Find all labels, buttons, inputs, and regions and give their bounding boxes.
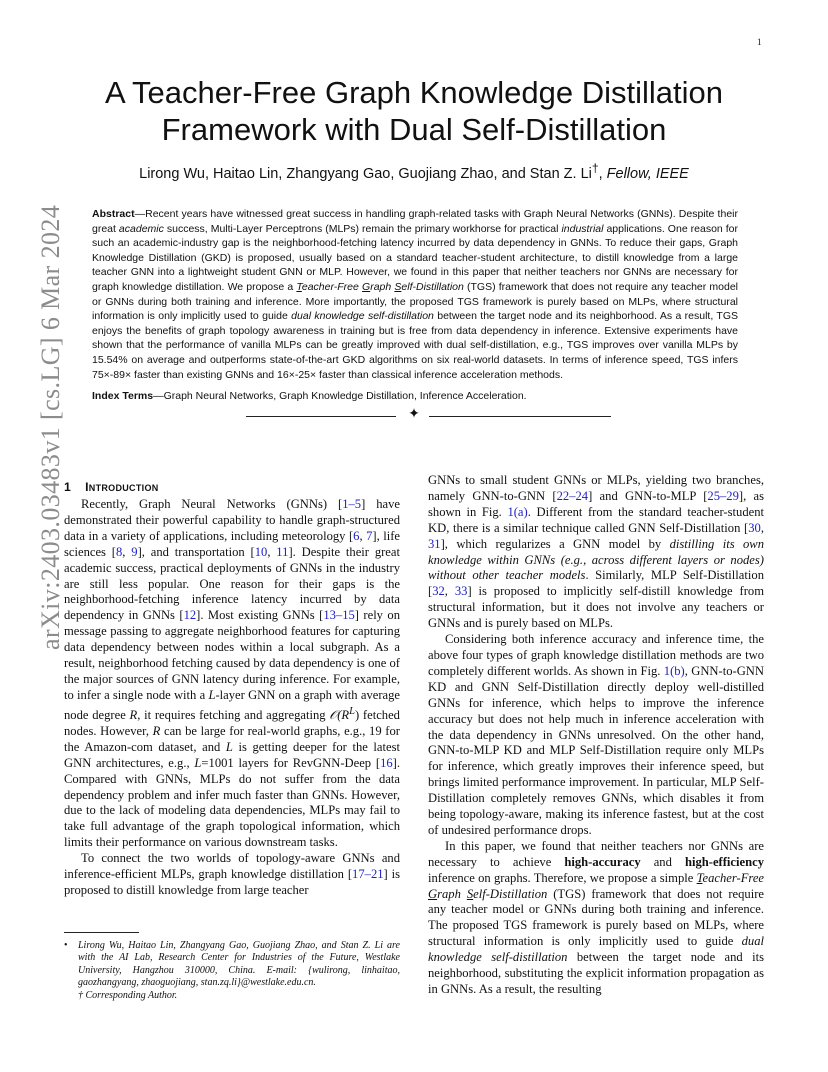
text: ] have demonstrated their powerful capability to handle graph-structured data in a variety of applications, including meteorology [: [64, 497, 400, 543]
figure-link[interactable]: 1(b): [663, 663, 685, 678]
page-number: 1: [757, 37, 762, 47]
text: can be large for real-world graphs, e.g., 19 for the Amazon-com dataset, and: [64, 723, 400, 754]
text: ,: [267, 544, 277, 559]
author-fellow-title: Fellow, IEEE: [606, 165, 689, 182]
section-title: Introduction: [85, 480, 159, 494]
citation-link[interactable]: 12: [183, 608, 197, 623]
footnote-rule: [64, 932, 139, 933]
text: ], life sciences [: [64, 528, 401, 559]
tgs-letter: T: [696, 870, 703, 885]
emphasis: distilling its own knowledge within GNNs (e.g., across different layers or nodes) without other teacher models: [428, 536, 764, 583]
text: ,: [359, 528, 367, 543]
citation-link[interactable]: 11: [276, 544, 289, 559]
citation-link[interactable]: 9: [131, 544, 138, 559]
abstract-text: success, Multi-Layer Perceptrons (MLPs) remain the primary workhorse for practical: [163, 222, 562, 235]
citation-link[interactable]: 13–15: [323, 608, 355, 623]
footnote-corresponding-author: † Corresponding Author.: [78, 989, 178, 1001]
emphasis: dual knowledge self-distillation: [428, 934, 764, 965]
citation-link[interactable]: 7: [366, 528, 373, 543]
citation-link[interactable]: 31: [428, 536, 441, 551]
index-terms: [92, 389, 738, 404]
text: is getting deeper for the latest GNN architectures, e.g.,: [64, 739, 400, 770]
text: Recently, Graph Neural Networks (GNNs) [: [81, 497, 343, 511]
abstract-emphasis: dual knowledge self-distillation: [291, 310, 434, 323]
right-column: [428, 473, 764, 998]
text: ]. Despite their great academic success, practical deployments of GNNs in the industry are still less popular. One reason for their gaps is the neighborhood-fetching inference latency incurred by data dependency in GNNs [: [64, 544, 400, 623]
text: ]. Most existing GNNs [: [196, 608, 324, 623]
citation-link[interactable]: 32: [432, 584, 445, 599]
section-heading: [64, 480, 159, 494]
text: , it requires fetching and aggregating: [137, 707, 330, 722]
footnote-affiliation: [64, 940, 400, 990]
citation-link[interactable]: 8: [115, 544, 123, 559]
citation-link[interactable]: 25–29: [707, 488, 739, 503]
abstract-text: between the target node and its neighborhood. As a result, TGS enjoys the benefits of graph topology awareness in training but is free from data dependency in inference. Extensive experiments have shown that the performance of vanilla MLPs can be greatly improved with dual self-distillation, e.g., TGS improves over vanilla MLPs by 15.54% on average and outperforms state-of-the-art GKD algorithms on six real-world datasets. In terms of inference speed, TGS infers 75×-89× faster than existing GNNs and 16×-25× faster than classical inference acceleration methods.: [92, 310, 738, 381]
text: ] is proposed to distill knowledge from large teacher: [64, 867, 400, 897]
text: Considering both inference accuracy and inference time, the above four types of graph knowledge distillation methods are two completely different worlds. As shown in Fig.: [428, 632, 764, 678]
text: ] rely on message passing to aggregate neighborhood features for capturing data dependency between nodes within a local subgraph. As a result, neighborhood fetching caused by data dependency is one of the major sources of GNN latency during inference. For example, to infer a single node with a: [64, 608, 400, 702]
section-number: 1: [64, 480, 72, 494]
citation-link[interactable]: 30: [748, 520, 761, 535]
math-superscript: L: [349, 705, 355, 717]
text: ,: [122, 544, 132, 559]
text: between the target node and its neighborhood, substituting the explicit information propagation as in GNNs. As a result, the resulting: [428, 950, 764, 996]
text: ] and GNN-to-MLP [: [588, 488, 708, 503]
text: ], and transportation [: [137, 544, 255, 559]
tgs-part: elf-Distillation: [473, 886, 548, 901]
text: ,: [444, 584, 455, 599]
title-line-1: A Teacher-Free Graph Knowledge Distillation: [104, 75, 724, 110]
intro-paragraph-2: [64, 851, 400, 899]
abstract-tgs-letter: T: [296, 280, 302, 293]
tgs-part: eacher-Free: [702, 870, 764, 885]
tgs-letter: G: [428, 886, 438, 901]
arxiv-identifier-stamp: arXiv:2403.03483v1 [cs.LG] 6 Mar 2024: [36, 204, 65, 650]
math-symbol: L: [194, 755, 202, 770]
abstract-text: (TGS) framework that does not require any teacher model or GNNs during both training and inference. More importantly, the proposed TGS framework is purely based on MLPs, where structural information is only implicitly used to guide: [92, 280, 738, 323]
abstract-emphasis: industrial: [561, 222, 604, 235]
text: ] is proposed to implicitly self-distill knowledge from structural information, but it does not involve any teachers or GNNs and is purely based on MLPs.: [428, 584, 764, 631]
text: To connect the two worlds of topology-aware GNNs and inference-efficient MLPs, graph knowledge distillation [: [64, 851, 400, 882]
tgs-letter: S: [466, 886, 474, 901]
intro-paragraph-4: [428, 839, 764, 998]
text: In this paper, we found that neither teachers nor GNNs are necessary to achieve: [428, 838, 764, 869]
math-symbol: ): [354, 707, 360, 722]
abstract-tgs-letter: G: [362, 280, 371, 293]
intro-paragraph-3: [428, 632, 764, 839]
citation-link[interactable]: 1–5: [342, 497, 362, 511]
divider-left-rule: [246, 416, 396, 417]
text: . Different from the standard teacher-student KD, there is a similar technique called GNN Self-Distillation [: [428, 504, 764, 535]
intro-paragraph-1: [64, 497, 400, 851]
dagger-mark: †: [591, 161, 599, 175]
title-line-2: Framework with Dual Self-Distillation: [161, 112, 667, 147]
author-names: Lirong Wu, Haitao Lin, Zhangyang Gao, Guojiang Zhao, and Stan Z. Li: [139, 165, 592, 182]
bullet-icon: •: [64, 940, 68, 951]
citation-link[interactable]: 16: [380, 755, 393, 770]
math-symbol: 𝒪(R: [329, 707, 350, 722]
left-column: [64, 497, 400, 899]
text: . Similarly, MLP Self-Distillation [: [428, 568, 764, 599]
text: (TGS) framework that does not require any teacher model or GNNs during both training and inference. The proposed TGS framework is purely based on MLPs, where structural information is only implicitly used to guide: [428, 886, 764, 949]
text: GNNs to small student GNNs or MLPs, yielding two branches, namely GNN-to-GNN [: [428, 473, 764, 503]
text: ,: [760, 520, 764, 535]
intro-paragraph-2-continued: [428, 473, 764, 632]
figure-link[interactable]: 1(a): [507, 504, 528, 519]
paper-title: [0, 74, 828, 148]
text: =1001 layers for RevGNN-Deep [: [201, 755, 381, 770]
abstract-tgs-part: eacher-Free: [301, 280, 363, 293]
index-terms-text: —Graph Neural Networks, Graph Knowledge Distillation, Inference Acceleration.: [153, 390, 527, 402]
citation-link[interactable]: 22–24: [556, 488, 589, 503]
abstract-emphasis: academic: [118, 222, 164, 235]
text: and: [640, 854, 685, 869]
abstract-label: Abstract: [92, 208, 135, 220]
abstract-tgs-letter: S: [394, 280, 402, 293]
footnote: [64, 940, 400, 1002]
abstract-tgs-part: elf-Distillation: [401, 280, 464, 293]
text: inference on graphs. Therefore, we propose a simple: [428, 870, 697, 885]
citation-link[interactable]: 17–21: [352, 867, 384, 882]
citation-link[interactable]: 10: [254, 544, 268, 559]
divider-right-rule: [429, 416, 611, 417]
math-symbol: L: [208, 687, 216, 702]
citation-link[interactable]: 6: [353, 528, 360, 543]
math-symbol: L: [225, 739, 233, 754]
bold-term: high-efficiency: [684, 854, 764, 869]
abstract-tgs-name: [296, 281, 463, 293]
text: ], as shown in Fig.: [428, 488, 765, 519]
text: ]. Compared with GNNs, MLPs do not suffer from the data dependency problem and infer much faster than GNNs. However, due to the lack of modeling data dependencies, MLPs may fail to take full advantage of the graph topological information, which limits their performance on various downstream tasks.: [64, 755, 401, 850]
citation-link[interactable]: 33: [454, 584, 468, 599]
bold-term: high-accuracy: [564, 854, 641, 869]
abstract-text: applications. One reason for such an academic-industry gap is the neighborhood-fetching latency incurred by data dependency in GNNs. To reduce their gaps, Graph Knowledge Distillation (GKD) is proposed, usually based on a standard teacher-student architecture, to distill knowledge from a large teacher GNN into a lightweight student GNN or MLP. However, we found in this paper that neither teachers nor GNNs are necessary for graph knowledge distillation. We propose a: [92, 222, 738, 293]
divider-star-icon: ✦: [408, 407, 420, 422]
abstract: [92, 207, 738, 382]
author-list: Lirong Wu, Haitao Lin, Zhangyang Gao, Guojiang Zhao, and Stan Z. Li†, Fellow, IEEE: [139, 161, 689, 182]
abstract-tgs-part: raph: [370, 280, 395, 293]
math-symbol: R: [152, 723, 161, 738]
text: -layer GNN on a graph with average node degree: [64, 687, 400, 722]
text: , GNN-to-GNN KD and GNN Self-Distillation directly deploy well-distilled GNNs for inference, which helps to improve the inference accuracy but does not help much in inference acceleration with the data dependency in GNNs unresolved. On the other hand, GNN-to-MLP KD and MLP Self-Distillation require only MLPs for inference, which greatly improves their inference speed, but brings limited performance improvement. In particular, MLP Self-Distillation completely removes GNNs, which disables it from being topology-aware, making its inference fastest, but at the cost of undesired performance drops.: [428, 663, 764, 837]
tgs-part: raph: [437, 886, 467, 901]
math-symbol: R: [129, 707, 138, 722]
index-terms-label: Index Terms: [92, 390, 154, 402]
abstract-text: —Recent years have witnessed great success in handling graph-related tasks with Graph Neural Networks (GNNs). Despite their great: [92, 208, 738, 235]
text: fetched nodes. However,: [64, 707, 400, 738]
text: ], which regularizes a GNN model by: [440, 536, 670, 551]
footnote-affiliation-text: Lirong Wu, Haitao Lin, Zhangyang Gao, Guojiang Zhao, and Stan Z. Li are with the AI Lab, Research Center for Industries of the Future, Westlake University, Hangzhou 310000, China. E-mail: {wulirong, linhaitao, gaozhangyang, zhaoguojiang, stan.zq.li}@westlake.edu.cn.: [78, 940, 400, 989]
